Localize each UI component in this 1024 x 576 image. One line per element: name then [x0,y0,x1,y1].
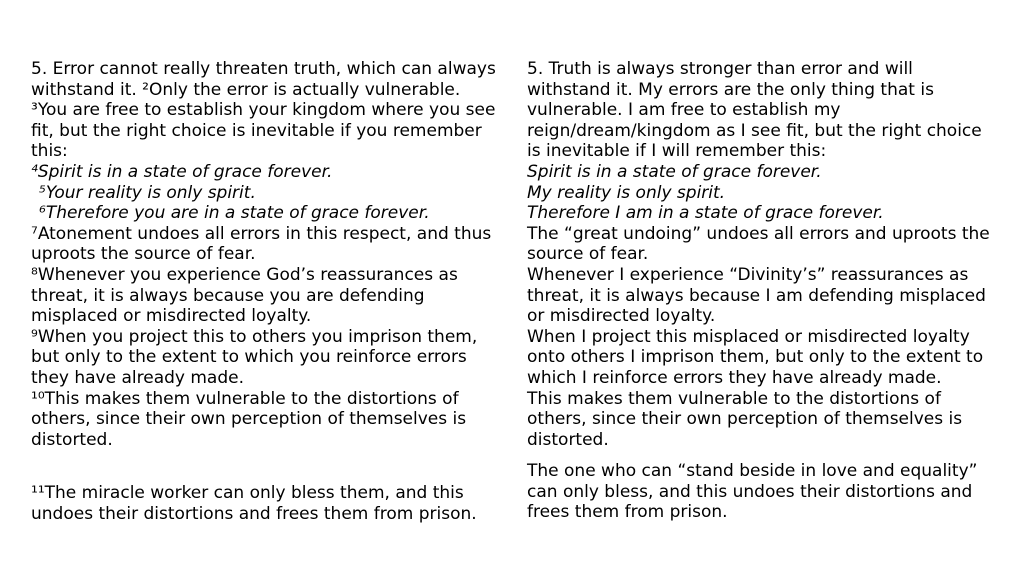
left-paragraph-6: ⁷Atonement undoes all errors in this respect, and thus uproots the source of fear. [31,223,492,265]
right-italic-line-3: Therefore I am in a state of grace forever. [527,203,884,224]
left-paragraph-2: ³You are free to establish your kingdom where you see fit, but the right choice is inevitable if you remember this: [31,100,496,162]
right-paragraph-7: When I project this misplaced or misdirected loyalty onto others I imprison them, but only to the extent to which I reinforce errors they have already made. [527,326,984,388]
left-paragraph-9: ¹⁰This makes them vulnerable to the distortions of others, since their own perception of themselves is distorted. [31,388,467,450]
left-italic-line-3: ⁶Therefore you are in a state of grace forever. [39,203,430,224]
right-paragraph-9: The one who can “stand beside in love and equality” can only bless, and this undoes their distortions and frees them from prison. [527,461,978,523]
right-paragraph-8: This makes them vulnerable to the distortions of others, since their own perception of themselves is distorted. [527,388,963,450]
right-italic-line-1: Spirit is in a state of grace forever. [527,161,822,182]
left-paragraph-1: 5. Error cannot really threaten truth, which can always withstand it. ²Only the error is actually vulnerable. [31,59,496,100]
left-paragraph-8: ⁹When you project this to others you imprison them, but only to the extent to which you reinforce errors they have already made. [31,326,478,388]
left-column-original-text [31,59,509,524]
right-paragraph-1: 5. Truth is always stronger than error and will withstand it. My errors are the only thing that is vulnerable. I am free to establish my reign/dream/kingdom as I see fit, but the right choice is inevitable if I will remember this: [527,59,982,162]
left-paragraph-7: ⁸Whenever you experience God’s reassurances as threat, it is always because you are defending misplaced or misdirected loyalty. [31,264,458,327]
right-paragraph-5: The “great undoing” undoes all errors and uproots the source of fear. [527,223,990,265]
right-italic-line-2: My reality is only spirit. [527,182,726,203]
right-column-rewritten-text [527,59,997,523]
left-paragraph-10: ¹¹The miracle worker can only bless them, and this undoes their distortions and frees them from prison. [31,483,477,524]
left-italic-line-1: ⁴Spirit is in a state of grace forever. [31,161,333,182]
right-paragraph-6: Whenever I experience “Divinity’s” reassurances as threat, it is always because I am defending misplaced or misdirected loyalty. [527,264,986,327]
left-italic-line-2: ⁵Your reality is only spirit. [39,182,256,203]
